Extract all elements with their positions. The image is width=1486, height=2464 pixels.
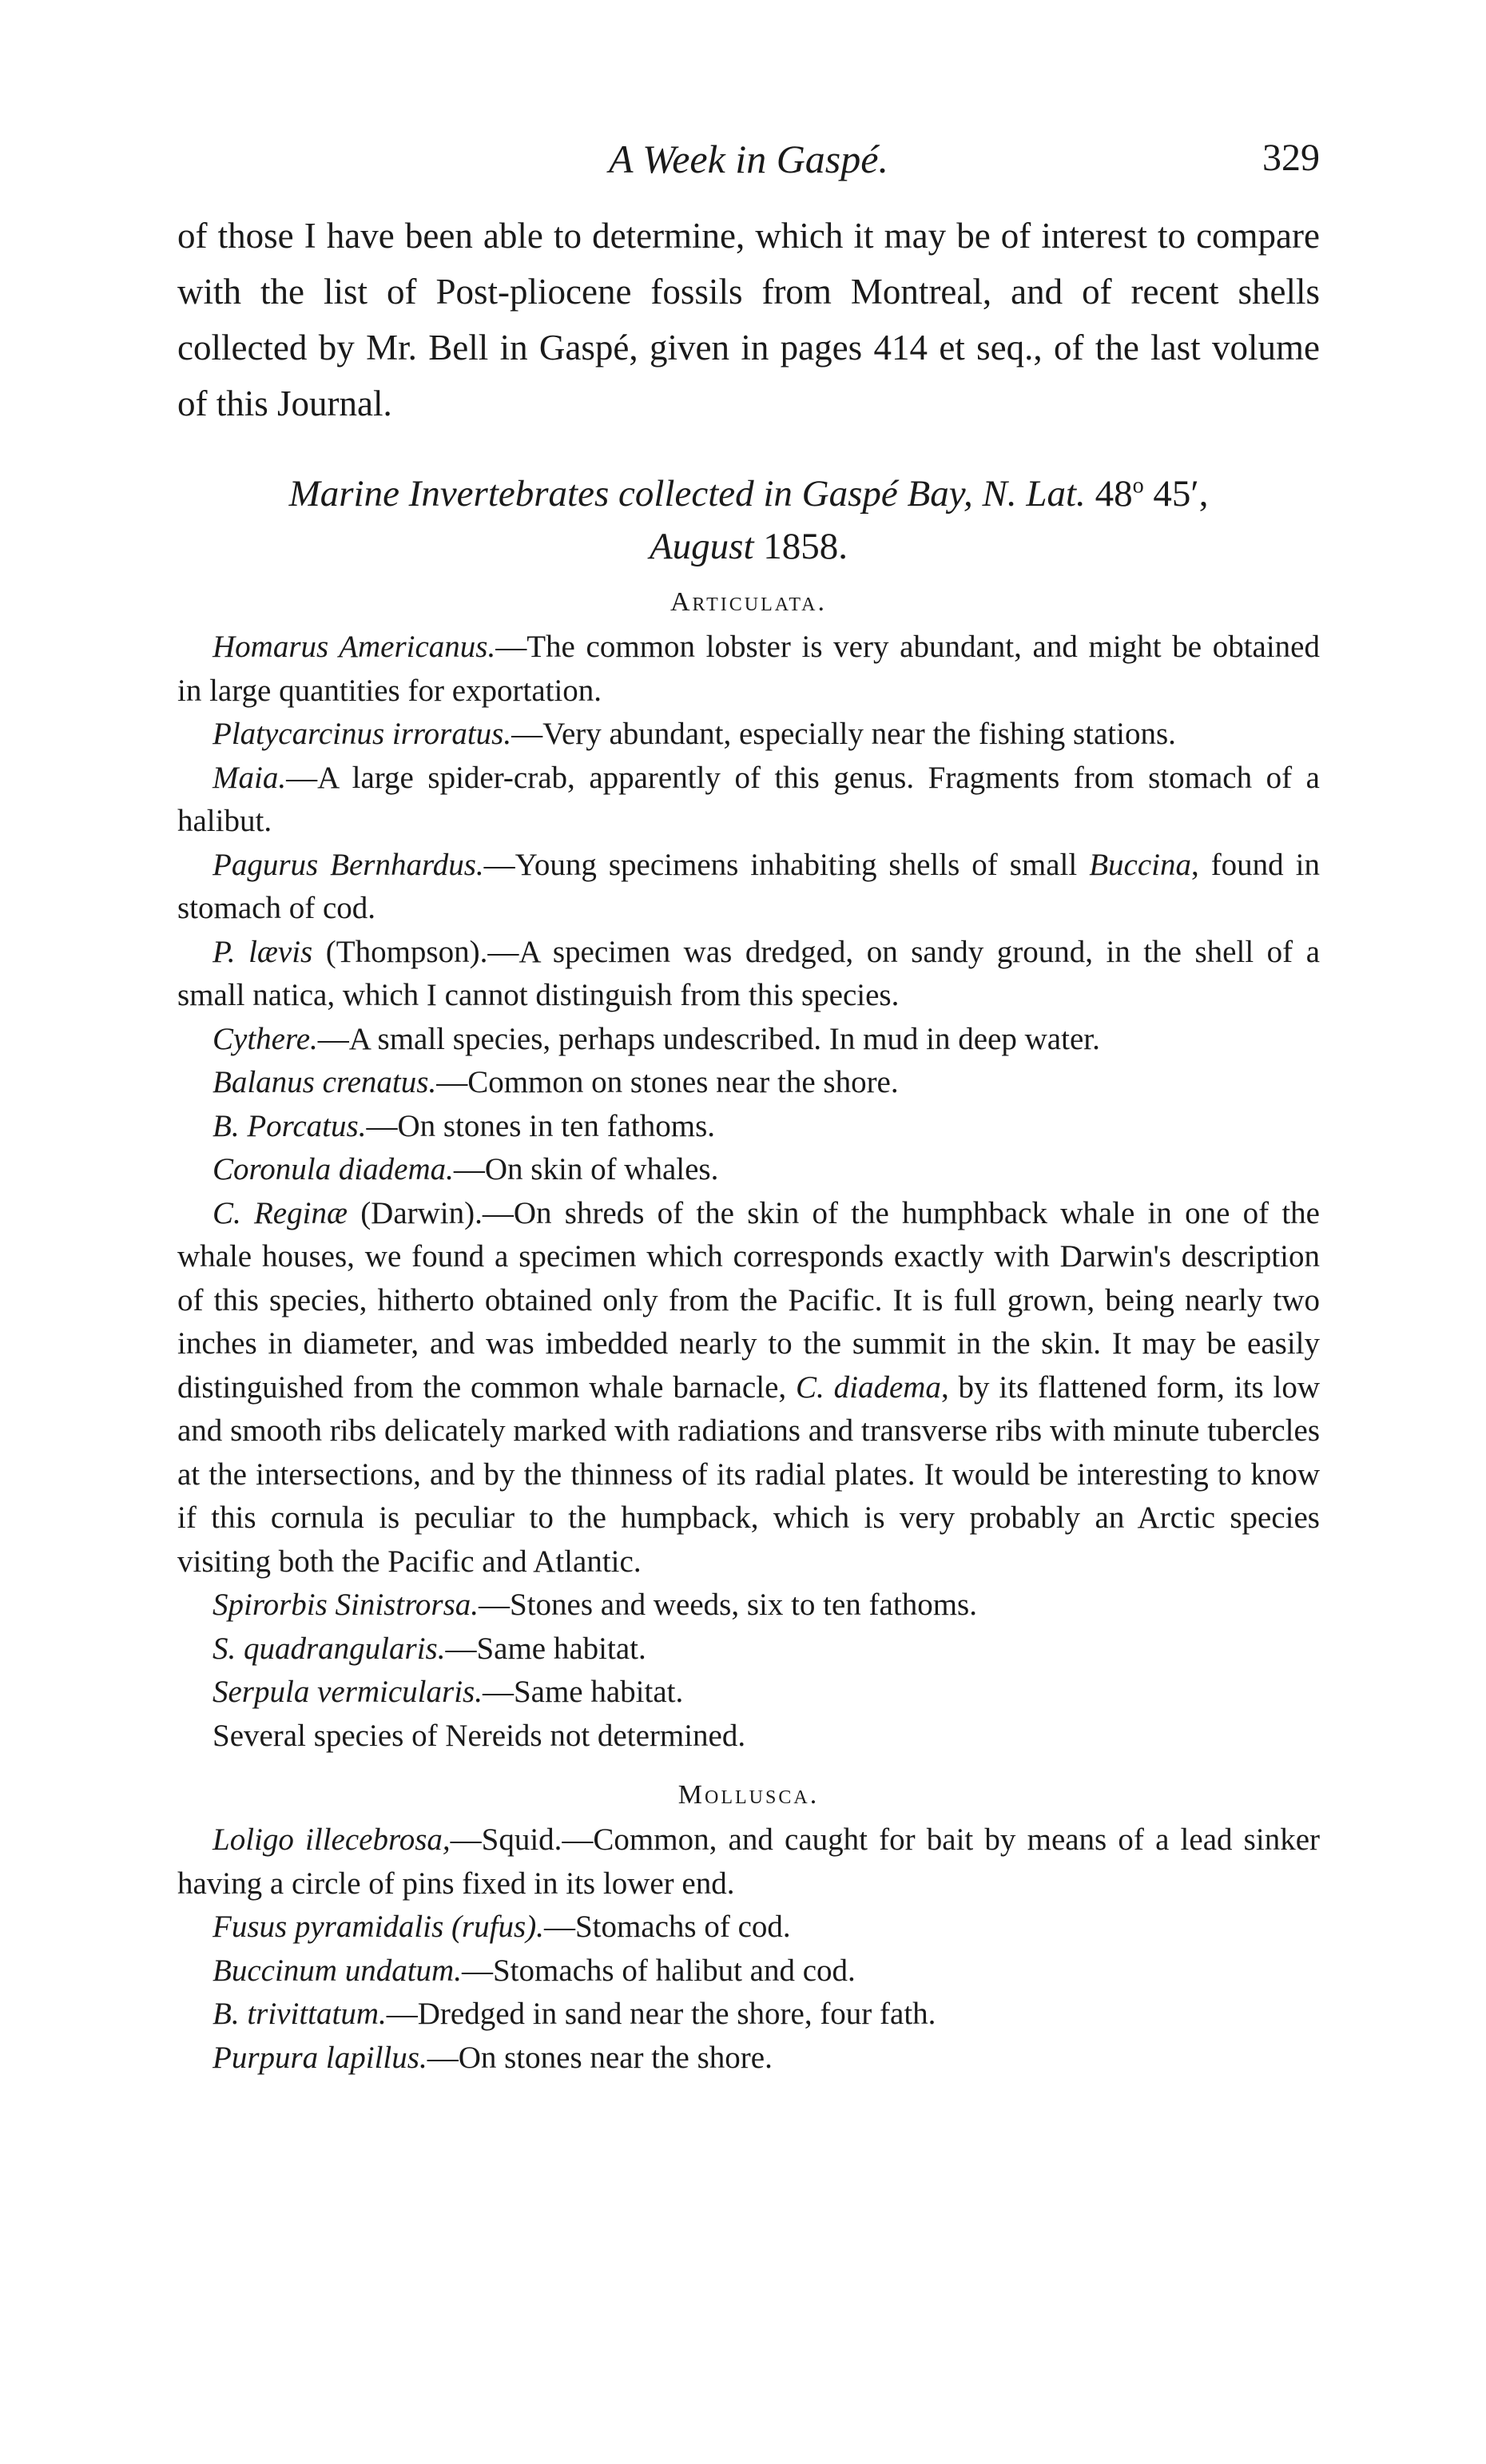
section-title-line2 xyxy=(177,520,1320,573)
latitude-minutes: 45′, xyxy=(1143,473,1209,515)
species-name: Coronula diadema. xyxy=(213,1152,454,1186)
species-description: —Very abundant, especially near the fishing stations. xyxy=(511,717,1176,751)
articulata-list xyxy=(177,626,1320,1758)
species-name: S. quadrangularis. xyxy=(213,1631,446,1666)
species-entry xyxy=(177,1671,1320,1715)
species-description: , by its flattened form, its low and smooth ribs delicately marked with radiations and transverse ribs with minute tubercles at the intersections, and by the thinness of its radial plates. It would be interesting to know if this cornula is peculiar to the humpback, which is very probably an Arctic species visiting both the Pacific and Atlantic. xyxy=(177,1369,1320,1579)
species-entry xyxy=(177,1993,1320,2037)
species-entry xyxy=(177,713,1320,757)
species-name: C. Reginæ xyxy=(213,1195,348,1230)
species-entry xyxy=(177,931,1320,1018)
section-title-text: Marine Invertebrates collected in Gaspé Bay, N. Lat. xyxy=(288,473,1086,515)
intro-paragraph: of those I have been able to determine, which it may be of interest to compare with the list of Post-pliocene fossils from Montreal, and of recent shells collected by Mr. Bell in Gaspé, given in pages 414 et seq., of the last volume of this Journal. xyxy=(177,216,1320,423)
section-title-month: August xyxy=(649,526,754,567)
species-description: —On stones in ten fathoms. xyxy=(366,1108,715,1143)
section-title xyxy=(177,467,1320,573)
section-title-line1 xyxy=(177,467,1320,520)
species-entry xyxy=(177,1715,1320,1759)
mollusca-list xyxy=(177,1818,1320,2080)
species-name: Loligo illecebrosa, xyxy=(213,1822,451,1857)
species-description: —Stones and weeds, six to ten fathoms. xyxy=(479,1588,977,1622)
page-header xyxy=(177,136,1320,200)
species-name: Maia. xyxy=(213,760,287,795)
species-entry xyxy=(177,1627,1320,1671)
degree-symbol: o xyxy=(1132,473,1144,499)
species-entry xyxy=(177,1818,1320,1906)
species-description: —Same habitat. xyxy=(445,1631,646,1666)
species-entry xyxy=(177,2037,1320,2080)
species-description: —Young specimens inhabiting shells of small xyxy=(483,847,1090,882)
species-name: P. lævis xyxy=(213,934,313,969)
page-number: 329 xyxy=(1262,137,1320,179)
species-description: (Darwin).—On shreds of the skin of the humphback whale in one of the whale houses, we found a specimen which corresponds exactly with Darwin's description of this species, hitherto obtained only from the Pacific. It is full grown, being nearly two inches in diameter, and was imbedded nearly to the summit in the skin. It may be easily distinguished from the common whale barnacle, xyxy=(177,1195,1320,1405)
species-entry xyxy=(177,1018,1320,1062)
species-entry xyxy=(177,626,1320,713)
species-entry xyxy=(177,1061,1320,1105)
species-description: —Common on stones near the shore. xyxy=(436,1065,899,1099)
species-description: —The common lobster is very abundant, and might be obtained in large quantities for exportation. xyxy=(177,630,1320,708)
species-name: Serpula vermicularis. xyxy=(213,1675,483,1709)
species-name: Spirorbis Sinistrorsa. xyxy=(213,1588,479,1622)
species-entry xyxy=(177,1949,1320,1993)
species-entry xyxy=(177,1584,1320,1627)
species-name: B. trivittatum. xyxy=(213,1997,387,2031)
species-name: Buccinum undatum. xyxy=(213,1953,462,1988)
species-description: —Dredged in sand near the shore, four fath. xyxy=(386,1997,936,2031)
species-name: Balanus crenatus. xyxy=(213,1065,437,1099)
running-title: A Week in Gaspé. xyxy=(609,137,888,181)
articulata-heading: Articulata. xyxy=(669,587,827,617)
species-name: Homarus Americanus. xyxy=(213,630,496,664)
species-description: —A large spider-crab, apparently of this genus. Fragments from stomach of a halibut. xyxy=(177,760,1320,838)
species-name: Platycarcinus irroratus. xyxy=(213,717,512,751)
species-description: —Stomachs of cod. xyxy=(543,1910,791,1944)
latitude-degrees: 48 xyxy=(1095,473,1133,515)
species-name: C. diadema xyxy=(796,1369,941,1405)
species-entry xyxy=(177,757,1320,844)
species-description: —Stomachs of halibut and cod. xyxy=(461,1953,856,1988)
species-description: —On stones near the shore. xyxy=(427,2040,773,2075)
book-page xyxy=(177,136,1320,2080)
mollusca-heading: Mollusca. xyxy=(677,1780,820,1810)
species-entry xyxy=(177,1906,1320,1949)
species-description: Several species of Nereids not determined. xyxy=(213,1718,746,1753)
species-name: Buccina xyxy=(1089,847,1191,882)
species-description: —On skin of whales. xyxy=(453,1152,719,1186)
species-name: Fusus pyramidalis (rufus). xyxy=(213,1910,544,1944)
species-name: Cythere. xyxy=(213,1021,318,1056)
species-entry xyxy=(177,1148,1320,1192)
section-title-year: 1858. xyxy=(753,526,848,567)
species-entry xyxy=(177,1105,1320,1149)
species-description: —Squid.—Common, and caught for bait by means of a lead sinker having a circle of pins fixed in its lower end. xyxy=(177,1822,1320,1901)
species-description: (Thompson).—A specimen was dredged, on sandy ground, in the shell of a small natica, which I cannot distinguish from this species. xyxy=(177,934,1321,1012)
species-name: Pagurus Bernhardus. xyxy=(213,847,484,882)
species-description: —Same habitat. xyxy=(482,1675,684,1709)
species-entry xyxy=(177,844,1320,931)
species-name: B. Porcatus. xyxy=(213,1108,367,1143)
species-name: Purpura lapillus. xyxy=(213,2040,427,2075)
species-entry xyxy=(177,1192,1320,1584)
species-description: —A small species, perhaps undescribed. In mud in deep water. xyxy=(317,1021,1100,1056)
species-description: , found in stomach of cod. xyxy=(177,847,1320,925)
